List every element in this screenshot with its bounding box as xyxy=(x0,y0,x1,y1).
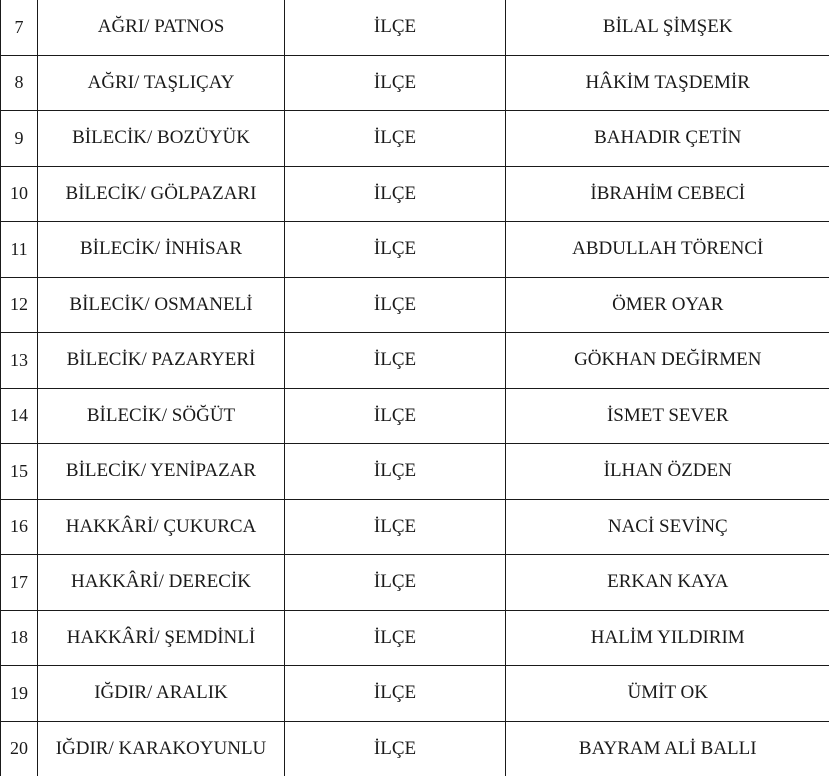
row-number: 7 xyxy=(1,0,38,55)
unit-type: İLÇE xyxy=(285,610,506,666)
unit-type: İLÇE xyxy=(285,721,506,776)
table-row xyxy=(1,499,829,555)
province-district: IĞDIR/ KARAKOYUNLU xyxy=(38,721,285,776)
province-district: BİLECİK/ OSMANELİ xyxy=(38,277,285,333)
unit-type: İLÇE xyxy=(285,499,506,555)
row-number: 9 xyxy=(1,111,38,167)
row-number: 16 xyxy=(1,499,38,555)
candidate-name: ÖMER OYAR xyxy=(506,277,829,333)
province-district: BİLECİK/ GÖLPAZARI xyxy=(38,166,285,222)
province-district: BİLECİK/ YENİPAZAR xyxy=(38,444,285,500)
unit-type: İLÇE xyxy=(285,111,506,167)
table-row xyxy=(1,444,829,500)
candidate-name: ÜMİT OK xyxy=(506,666,829,722)
candidate-name: HÂKİM TAŞDEMİR xyxy=(506,55,829,111)
candidate-name: İLHAN ÖZDEN xyxy=(506,444,829,500)
unit-type: İLÇE xyxy=(285,666,506,722)
row-number: 14 xyxy=(1,388,38,444)
unit-type: İLÇE xyxy=(285,444,506,500)
candidate-name: BAYRAM ALİ BALLI xyxy=(506,721,829,776)
candidate-name: BAHADIR ÇETİN xyxy=(506,111,829,167)
table-row xyxy=(1,555,829,611)
province-district: BİLECİK/ SÖĞÜT xyxy=(38,388,285,444)
province-district: HAKKÂRİ/ DERECİK xyxy=(38,555,285,611)
candidate-name: İBRAHİM CEBECİ xyxy=(506,166,829,222)
table-body xyxy=(1,0,829,776)
row-number: 12 xyxy=(1,277,38,333)
table-row xyxy=(1,666,829,722)
row-number: 8 xyxy=(1,55,38,111)
table-row xyxy=(1,55,829,111)
unit-type: İLÇE xyxy=(285,388,506,444)
province-district: IĞDIR/ ARALIK xyxy=(38,666,285,722)
table-row xyxy=(1,333,829,389)
row-number: 11 xyxy=(1,222,38,278)
table-row xyxy=(1,721,829,776)
row-number: 18 xyxy=(1,610,38,666)
province-district: BİLECİK/ İNHİSAR xyxy=(38,222,285,278)
candidate-name: ERKAN KAYA xyxy=(506,555,829,611)
province-district: AĞRI/ PATNOS xyxy=(38,0,285,55)
province-district: BİLECİK/ PAZARYERİ xyxy=(38,333,285,389)
unit-type: İLÇE xyxy=(285,277,506,333)
table-row xyxy=(1,222,829,278)
row-number: 17 xyxy=(1,555,38,611)
candidate-name: İSMET SEVER xyxy=(506,388,829,444)
candidate-name: NACİ SEVİNÇ xyxy=(506,499,829,555)
table-row xyxy=(1,277,829,333)
candidate-name: HALİM YILDIRIM xyxy=(506,610,829,666)
unit-type: İLÇE xyxy=(285,0,506,55)
province-district: AĞRI/ TAŞLIÇAY xyxy=(38,55,285,111)
row-number: 10 xyxy=(1,166,38,222)
candidate-name: BİLAL ŞİMŞEK xyxy=(506,0,829,55)
table-row xyxy=(1,388,829,444)
unit-type: İLÇE xyxy=(285,333,506,389)
table-row xyxy=(1,0,829,55)
unit-type: İLÇE xyxy=(285,55,506,111)
row-number: 20 xyxy=(1,721,38,776)
row-number: 15 xyxy=(1,444,38,500)
province-district: HAKKÂRİ/ ÇUKURCA xyxy=(38,499,285,555)
table-row xyxy=(1,610,829,666)
candidate-name: GÖKHAN DEĞİRMEN xyxy=(506,333,829,389)
province-district: BİLECİK/ BOZÜYÜK xyxy=(38,111,285,167)
province-district: HAKKÂRİ/ ŞEMDİNLİ xyxy=(38,610,285,666)
table-row xyxy=(1,111,829,167)
table-row xyxy=(1,166,829,222)
unit-type: İLÇE xyxy=(285,555,506,611)
row-number: 13 xyxy=(1,333,38,389)
unit-type: İLÇE xyxy=(285,166,506,222)
candidate-name: ABDULLAH TÖRENCİ xyxy=(506,222,829,278)
unit-type: İLÇE xyxy=(285,222,506,278)
row-number: 19 xyxy=(1,666,38,722)
